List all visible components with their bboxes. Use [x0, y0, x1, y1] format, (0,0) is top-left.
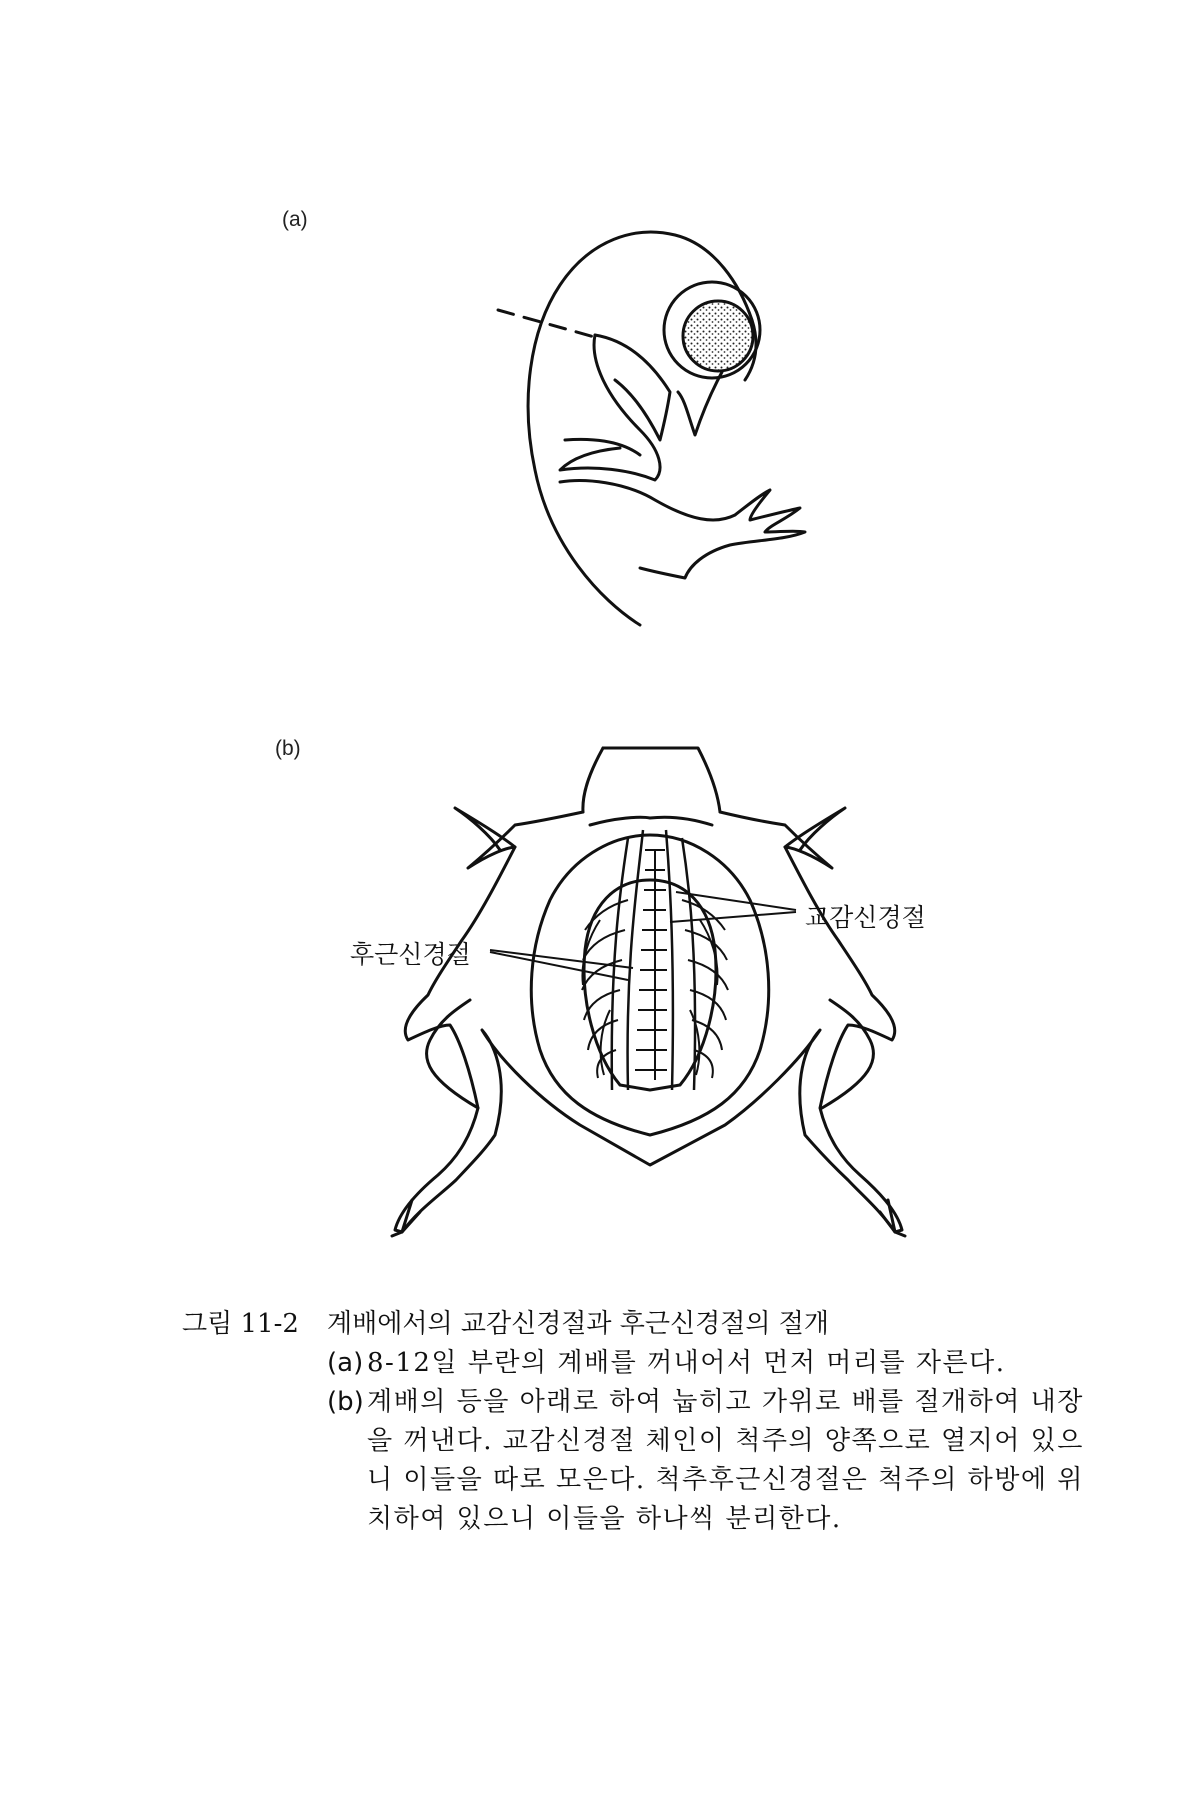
callout-dorsal-root-ganglion: 후근신경절 — [350, 940, 471, 969]
caption-item-a — [182, 1344, 1102, 1383]
embryo-body-outline — [528, 232, 756, 625]
chick-embryo-drawing — [498, 232, 805, 625]
caption-item-text: 계배의 등을 아래로 하여 눕히고 가위로 배를 절개하여 내장을 꺼낸다. 교감신경절 체인이 척주의 양쪽으로 열지어 있으니 이들을 따로 모은다. 척추후근신경절은 척주의 하방에 위치하여 있으니 이들을 하나씩 분리한다. — [367, 1387, 1084, 1534]
wing-right — [785, 808, 845, 850]
wing-left — [455, 808, 515, 850]
caption-item-text: 8-12일 부란의 계배를 꺼내어서 먼저 머리를 자른다. — [367, 1348, 1006, 1378]
leader-right-2 — [670, 912, 796, 922]
embryo-beak — [678, 372, 722, 435]
callout-sympathetic-ganglion: 교감신경절 — [805, 903, 926, 932]
neck-stump — [603, 748, 720, 812]
caption-item-tag: (b) — [327, 1387, 364, 1417]
leader-left-1 — [490, 950, 633, 968]
leg-left — [426, 1000, 478, 1108]
dissected-embryo-drawing — [392, 748, 905, 1236]
leader-lines — [490, 892, 796, 980]
caption-item-b — [182, 1383, 1102, 1539]
caption-item-tag: (a) — [327, 1348, 364, 1378]
caption-title-line — [182, 1305, 1102, 1344]
leg-right — [822, 1000, 874, 1108]
panel-label-b: (b) — [275, 737, 301, 760]
cut-line — [498, 310, 598, 338]
embryo-leg — [560, 481, 805, 578]
figure-number: 그림 11-2 — [182, 1309, 299, 1339]
spinal-column — [612, 830, 695, 1090]
figure-caption — [182, 1305, 1102, 1539]
embryo-wing — [560, 335, 660, 480]
leader-right-1 — [676, 892, 796, 910]
panel-label-a: (a) — [282, 208, 308, 231]
caption-title: 계배에서의 교감신경절과 후근신경절의 절개 — [327, 1309, 829, 1339]
embryo-eye-inner — [683, 301, 753, 371]
body-outline — [395, 812, 902, 1232]
